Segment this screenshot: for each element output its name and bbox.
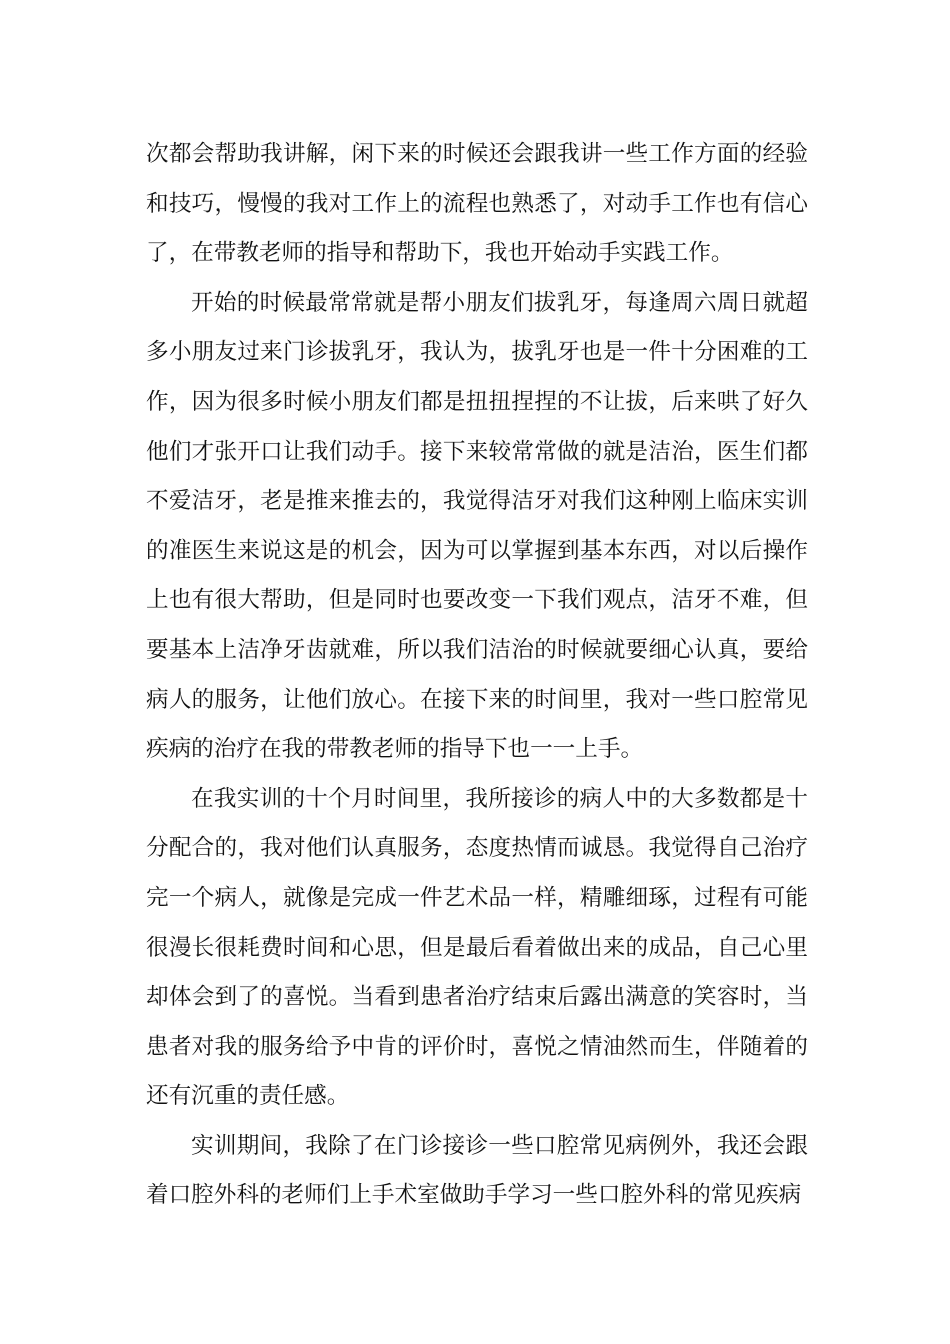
paragraph-patient-care: 在我实训的十个月时间里，我所接诊的病人中的大多数都是十分配合的，我对他们认真服务，态度热情而诚恳。我觉得自己治疗完一个病人，就像是完成一件艺术品一样，精雕细琢，过程有可能很漫长很耗费时间和心思，但是最后看着做出来的成品，自己心里却体会到了的喜悦。当看到患者治疗结束后露出满意的笑容时，当患者对我的服务给予中肯的评价时，喜悦之情油然而生，伴随着的还有沉重的责任感。 [146,785,808,1110]
paragraph-continued: 次都会帮助我讲解，闲下来的时候还会跟我讲一些工作方面的经验和技巧，慢慢的我对工作上的流程也熟悉了，对动手工作也有信心了，在带教老师的指导和帮助下，我也开始动手实践工作。 [146,141,808,267]
paragraph-oral-surgery: 实训期间，我除了在门诊接诊一些口腔常见病例外，我还会跟着口腔外科的老师们上手术室做助手学习一些口腔外科的常见疾病 [146,1132,808,1209]
paragraph-extracting-baby-teeth: 开始的时候最常常就是帮小朋友们拔乳牙，每逢周六周日就超多小朋友过来门诊拔乳牙，我认为，拔乳牙也是一件十分困难的工作，因为很多时候小朋友们都是扭扭捏捏的不让拔，后来哄了好久他们才张开口让我们动手。接下来较常常做的就是洁治，医生们都不爱洁牙，老是推来推去的，我觉得洁牙对我们这种刚上临床实训的准医生来说这是的机会，因为可以掌握到基本东西，对以后操作上也有很大帮助，但是同时也要改变一下我们观点，洁牙不难，但要基本上洁净牙齿就难，所以我们洁治的时候就要细心认真，要给病人的服务，让他们放心。在接下来的时间里，我对一些口腔常见疾病的治疗在我的带教老师的指导下也一一上手。 [146,289,808,763]
body-text [146,130,808,1221]
